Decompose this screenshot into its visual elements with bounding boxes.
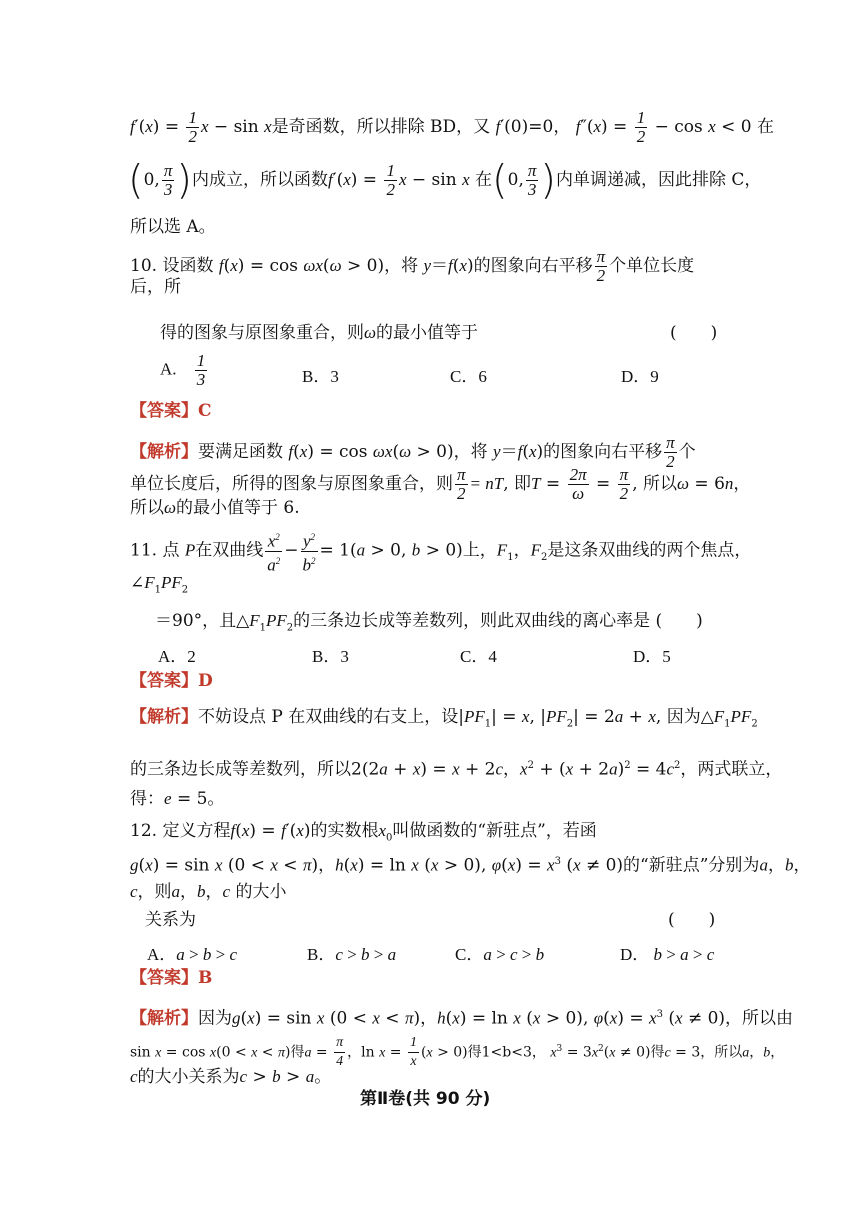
q10-option-c: C．6 [450, 367, 487, 386]
q11-analysis-line-3: 得：e = 5。 [130, 789, 225, 809]
q12-option-d: D． b > a > c [620, 945, 715, 964]
q11-option-a: A．2 [158, 647, 196, 666]
q12-stem-line-2: g(x) = sin x (0 < x < π)，h(x) = ln x (x > 0), $\varphi(x) = x^3$ (x ≠ 0)的“新驻点”分别为a，b， [130, 855, 811, 876]
q10-analysis-line-3: 所以ω的最小值等于 6. [130, 498, 300, 518]
q12-option-b: B．c > b > a [307, 945, 397, 964]
q12-bracket: ( ) [668, 910, 716, 930]
q12-stem-line-1: 12. 定义方程f(x) = f′(x)的实数根$x_0$叫做函数的“新驻点”，若函 [130, 821, 597, 844]
q10-option-a: A. $\frac{1}{3}$ [160, 351, 206, 389]
q10-answer: 【答案】C [130, 401, 212, 421]
q10-option-b: B．3 [302, 367, 339, 386]
q10-stem-line-1: 10. 设函数 f(x) = cos ωx(ω > 0)，将 y＝f(x)的图象向右平移 $\frac{\pi}{2}$ 个单位长度 [130, 247, 695, 285]
q10-bracket: ( ) [670, 323, 718, 343]
q10-analysis-line-2: 单位长度后，所得的图象与原图象重合，则 $\frac{\pi}{2}$ = nT, 即T = $\frac{2\pi}{\omega}$ = $\frac{\pi}{2}$ , 所以ω = 6n， [130, 465, 751, 503]
q12-option-c: C．a > c > b [455, 945, 545, 964]
q11-option-b: B．3 [312, 647, 349, 666]
q12-stem-line-4: 关系为 [145, 910, 196, 930]
q9-analysis-line-3: 所以选 A。 [130, 217, 216, 237]
q9-analysis-line-1: f′(x) = $\frac{1}{2}$ x − sin x是奇函数，所以排除 BD，又 f′(0)=0， f″(x) = $\frac{1}{2}$ − cos x < 0 在 [130, 108, 774, 146]
q12-analysis-line-3: c的大小关系为c > b > a。 [130, 1067, 332, 1087]
section-title: 第Ⅱ卷(共 90 分) [360, 1089, 491, 1109]
q12-answer: 【答案】B [130, 968, 213, 988]
q10-option-d: D．9 [621, 367, 659, 386]
q11-answer: 【答案】D [130, 671, 213, 691]
q10-stem-line-2: 后，所 [130, 277, 181, 297]
q10-analysis-line-1: 【解析】要满足函数 f(x) = cos ωx(ω > 0)，将 y＝f(x)的图象向右平移 $\frac{\pi}{2}$ 个 [130, 433, 696, 471]
q11-stem-line-3: ＝90°，且$\triangle F_1PF_2$的三条边长成等差数列，则此双曲线的离心率是 ( ) [155, 611, 703, 634]
q9-analysis-line-2: (0, $\frac{\pi}{3}$ )内成立，所以函数f′(x) = $\frac{1}{2}$ x − sin x 在(0, $\frac{\pi}{3}$ )内单调递减，因此排除 C， [128, 157, 762, 204]
q11-option-c: C．4 [460, 647, 497, 666]
q12-analysis-line-1: 【解析】因为g(x) = sin x (0 < x < π)，h(x) = ln x (x > 0), $\varphi(x) = x^3$ (x ≠ 0)，所以由 [130, 1008, 794, 1029]
q11-option-d: D．5 [633, 647, 671, 666]
q11-analysis-line-2: 的三条边长成等差数列，所以2(2a + x) = x + 2c，$x^2 + (x + 2a)^2 = 4c^2$，两式联立， [130, 759, 783, 780]
q12-option-a: A．a > b > c [147, 945, 238, 964]
q10-stem-line-3: 得的图象与原图象重合，则ω的最小值等于 [160, 323, 479, 343]
q11-stem-line-2: $\angle F_1PF_2$ [130, 573, 189, 596]
q11-stem-line-1: 11. 点 P在双曲线 $\frac{x^2}{a^2}$ − $\frac{y^2}{b^2}$ = 1(a > 0, b > 0)上，$F_1$，$F_2$是这条双曲线的两个焦点， [130, 528, 751, 578]
q11-analysis-line-1: 【解析】不妨设点 P 在双曲线的右支上，设$|PF_1| = x$, $|PF_2| = 2a + x$, 因为$\triangle F_1PF_2$ [130, 707, 758, 730]
q12-analysis-line-2: sin x = cos x(0 < x < π)得a = $\frac{\pi}{4}$ ，ln x = $\frac{1}{x}$ (x > 0)得1<b<3， $x^3 = 3x^2(x \ne 0)$得c = 3，所以a，b， [130, 1035, 785, 1070]
q12-stem-line-3: c，则a，b，c 的大小 [130, 882, 287, 902]
